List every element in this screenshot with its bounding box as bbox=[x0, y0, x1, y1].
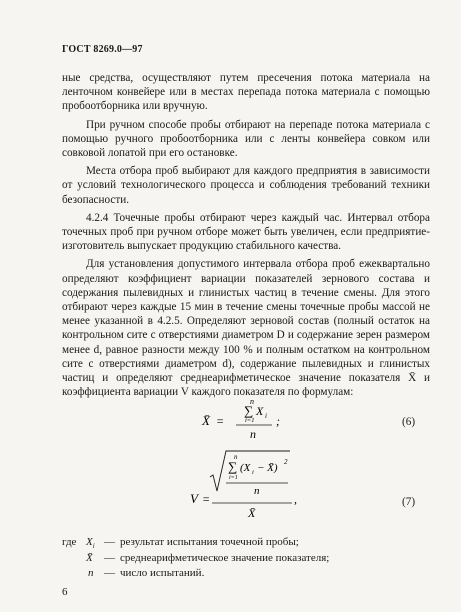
definition-dash: — bbox=[104, 551, 115, 564]
definition-symbol: $X_i$ bbox=[86, 536, 95, 551]
formula-variation-term-rest: − X̄) bbox=[257, 462, 278, 474]
definition-row bbox=[62, 535, 422, 551]
definition-dash: — bbox=[104, 536, 115, 548]
page-number: 6 bbox=[62, 586, 68, 598]
formula-variation-power: 2 bbox=[284, 458, 288, 466]
formula-mean-term: X bbox=[256, 404, 264, 418]
formula-variation-outer-den: X̄ bbox=[248, 506, 256, 520]
definition-dash: — bbox=[104, 567, 115, 579]
definition-row bbox=[62, 551, 422, 567]
paragraph-5: Для установления допустимого интервала отбора проб ежеквартально определяют коэффициент вариации показателей зернового состава и содержания пылевидных и глинистых частиц в течение смены. Для этого отбирают через каждые 15 мин в течение смены точечные пробы массой не менее указанной в 4.2.5. Определяют зерновой состав (полный остаток на контрольном сите с отверстиями диаметром D и содержание зерен размером менее d, равное разности между 100 % и полным остатком на контрольном сите с отверстиями диаметром d), содержание пылевидных и глинистых частиц и определяют среднеарифметическое значение показателя X̄ и коэффициента вариации V каждого показателя по формулам: bbox=[62, 258, 430, 399]
definitions-lead: где bbox=[62, 536, 77, 548]
sum-icon: ∑ bbox=[228, 459, 238, 474]
paragraph-4: 4.2.4 Точечные пробы отбирают через каждый час. Интервал отбора точечных проб при ручном отборе может быть увеличен, если предприятие-изготовитель выпускает продукцию стабильного качества. bbox=[62, 211, 430, 253]
equation-number-6: (6) bbox=[402, 416, 416, 428]
formula-variation-lhs: V bbox=[190, 491, 198, 506]
formula-variation-term: (X bbox=[240, 462, 251, 474]
definition-row bbox=[62, 566, 422, 582]
paragraph-2: При ручном способе пробы отбирают на перепаде потока материала с помощью ручного пробоотборника или с ленты конвейера совком или совковой лопатой при его остановке. bbox=[62, 118, 430, 160]
definition-text: число испытаний. bbox=[120, 567, 205, 579]
definition-text: среднеарифметическое значение показателя; bbox=[120, 551, 330, 564]
formula-variation bbox=[188, 447, 308, 525]
formula-variation-sum-top: n bbox=[234, 453, 238, 461]
formula-variation-sum-bottom: i=1 bbox=[229, 475, 238, 481]
formula-variation-inner-den: n bbox=[254, 485, 260, 497]
standard-header: ГОСТ 8269.0—97 bbox=[62, 44, 143, 55]
sum-icon: ∑ bbox=[244, 403, 254, 418]
formula-mean-sum-top: n bbox=[250, 397, 254, 406]
body-text bbox=[62, 71, 430, 403]
equation-number-7: (7) bbox=[402, 496, 416, 508]
variable-definitions bbox=[62, 535, 422, 582]
definition-symbol: n bbox=[88, 567, 94, 579]
formula-variation-comma: , bbox=[294, 492, 297, 506]
formula-mean-semicolon: ; bbox=[276, 414, 280, 428]
formula-mean-equals: = bbox=[216, 414, 225, 428]
formula-variation-sub: i bbox=[252, 469, 254, 476]
formula-mean bbox=[200, 395, 310, 443]
paragraph-1: ные средства, осуществляют путем пресечения потока материала на ленточном конвейере или в местах перепада потока материала с помощью пробоотборника или вручную. bbox=[62, 72, 430, 113]
definition-symbol: X̄ bbox=[86, 551, 93, 564]
definition-text: результат испытания точечной пробы; bbox=[120, 536, 299, 548]
formula-mean-sum-bottom: i=1 bbox=[245, 417, 255, 424]
paragraph-3: Места отбора проб выбирают для каждого предприятия в зависимости от условий технологического процесса и соблюдения требований техники безопасности. bbox=[62, 165, 430, 206]
formula-mean-denominator: n bbox=[250, 427, 256, 441]
formula-mean-lhs: X̄ bbox=[202, 413, 210, 428]
formula-mean-sub: i bbox=[265, 412, 267, 420]
formula-variation-equals: = bbox=[202, 492, 211, 506]
